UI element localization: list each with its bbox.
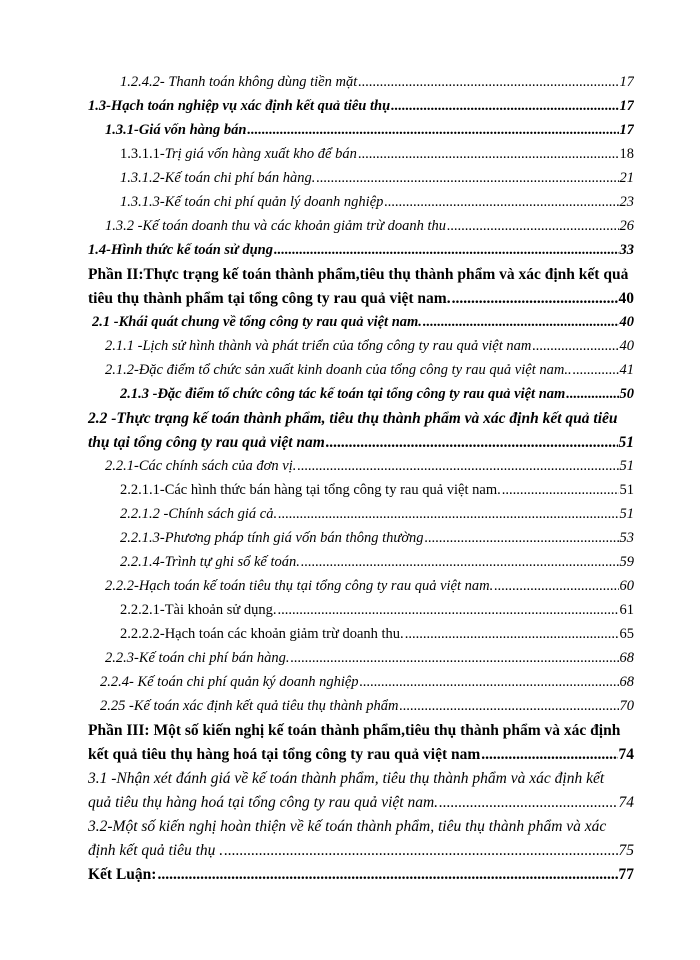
dot-leader: [247, 122, 618, 139]
toc-entry-title: Kết Luận:: [88, 866, 157, 883]
toc-entry[interactable]: [120, 506, 634, 528]
toc-entry-title: định kết quả tiêu thụ .: [88, 842, 224, 859]
toc-entry-title: 1.2.4.2- Thanh toán không dùng tiền mặt: [120, 74, 358, 90]
toc-entry[interactable]: [120, 146, 634, 168]
toc-entry-title: 2.2.1.2 -Chính sách giá cả.: [120, 506, 278, 522]
dot-leader: [573, 362, 619, 379]
dot-leader: [301, 554, 619, 571]
toc-entry-title: thụ tại tổng công ty rau quả việt nam: [88, 434, 325, 451]
toc-page-number: 40: [619, 314, 634, 330]
toc-entry-title: 1.3.1.2-Kế toán chi phí bán hàng.: [120, 170, 316, 186]
dot-leader: [360, 674, 619, 691]
toc-entry[interactable]: [120, 74, 634, 96]
toc-entry-title: 2.2.1.3-Phương pháp tính giá vốn bán thông thường: [120, 530, 424, 546]
dot-leader: [326, 434, 618, 452]
toc-entry[interactable]: [88, 842, 634, 864]
toc-page-number: 21: [619, 170, 634, 186]
toc-entry[interactable]: [92, 314, 634, 336]
toc-entry[interactable]: [120, 170, 634, 192]
toc-entry[interactable]: [88, 866, 634, 888]
toc-entry[interactable]: [105, 122, 634, 144]
toc-page-number: 23: [619, 194, 634, 210]
toc-page-number: 77: [618, 866, 634, 883]
toc-entry-title: 2.1.3 -Đặc điểm tổ chức công tác kế toán tại tổng công ty rau quả việt nam: [120, 386, 566, 402]
toc-entry[interactable]: [105, 218, 634, 240]
toc-page-number: 41: [619, 362, 634, 378]
toc-entry[interactable]: [120, 530, 634, 552]
toc-entry[interactable]: [120, 194, 634, 216]
toc-entry-title: 2.2.1.1-Các hình thức bán hàng tại tổng công ty rau quả việt nam.: [120, 482, 501, 498]
toc-entry[interactable]: [100, 674, 634, 696]
toc-entry[interactable]: [100, 698, 634, 720]
toc-page-number: 75: [618, 842, 634, 859]
toc-entry-title: 2.2.2.1-Tài khoản sử dụng.: [120, 602, 277, 618]
toc-entry-title: quả tiêu thụ hàng hoá tại tổng công ty rau quả việt nam.: [88, 794, 439, 811]
toc-entry-title: 2.2.1.4-Trình tự ghi sổ kế toán.: [120, 554, 300, 570]
toc-entry[interactable]: [120, 626, 634, 648]
toc-entry-title: 2.25 -Kế toán xác định kết quả tiêu thụ thành phẩm: [100, 698, 399, 714]
toc-page-number: 65: [619, 626, 634, 642]
dot-leader: [502, 482, 619, 499]
toc-page-number: 26: [619, 218, 634, 234]
dot-leader: [494, 578, 618, 595]
toc-entry-title: 2.2.4- Kế toán chi phí quản ký doanh nghiệp: [100, 674, 359, 690]
toc-page-number: 68: [619, 650, 634, 666]
dot-leader: [452, 290, 618, 308]
toc-page-number: 51: [619, 482, 634, 498]
toc-entry[interactable]: [88, 98, 634, 120]
toc-page-number: 18: [619, 146, 634, 162]
toc-entry-title-line1[interactable]: Phần III: Một số kiến nghị kế toán thành phẩm,tiêu thụ thành phẩm và xác định: [88, 722, 621, 739]
dot-leader: [274, 242, 619, 259]
toc-entry[interactable]: [88, 434, 634, 456]
toc-page-number: 17: [619, 74, 634, 90]
toc-page-number: 17: [619, 122, 634, 138]
toc-entry-title: kết quả tiêu thụ hàng hoá tại tổng công ty rau quả việt nam: [88, 746, 481, 763]
dot-leader: [425, 530, 619, 547]
dot-leader: [290, 650, 618, 667]
dot-leader: [384, 194, 618, 211]
toc-entry-title: 2.2.2.2-Hạch toán các khoản giảm trừ doanh thu.: [120, 626, 404, 642]
dot-leader: [423, 314, 619, 331]
toc-page-number: 68: [619, 674, 634, 690]
toc-entry-title-line1[interactable]: Phần II:Thực trạng kế toán thành phẩm,tiêu thụ thành phẩm và xác định kết quả: [88, 266, 629, 283]
toc-page-number: 59: [619, 554, 634, 570]
toc-entry[interactable]: [105, 338, 634, 360]
toc-entry-number: 1.3.1.1-: [120, 146, 165, 162]
dot-leader: [399, 698, 618, 715]
toc-page-number: 74: [618, 794, 634, 811]
dot-leader: [297, 458, 618, 475]
toc-entry-title: 2.2.1-Các chính sách của đơn vị.: [105, 458, 297, 474]
toc-entry-title: 1.4-Hình thức kế toán sử dụng: [88, 242, 273, 258]
toc-entry-title: Trị giá vốn hàng xuất kho để bán: [164, 146, 357, 162]
toc-entry-title: 2.1 -Khái quát chung về tổng công ty rau quả việt nam.: [92, 314, 422, 330]
toc-page-number: 61: [619, 602, 634, 618]
toc-entry-title: 2.1.1 -Lịch sử hình thành và phát triển của tổng công ty rau quả việt nam: [105, 338, 532, 354]
toc-entry-title: 1.3.1-Giá vốn hàng bán: [105, 122, 247, 138]
toc-page-number: 70: [619, 698, 634, 714]
toc-page-number: 51: [619, 506, 634, 522]
toc-entry[interactable]: [120, 482, 634, 504]
toc-page-number: 51: [618, 434, 634, 451]
toc-page-number: 60: [619, 578, 634, 594]
toc-entry[interactable]: [105, 578, 634, 600]
toc-page-number: 50: [619, 386, 634, 402]
toc-entry-title: 2.2.2-Hạch toán kế toán tiêu thụ tại tổng công ty rau quả việt nam.: [105, 578, 494, 594]
toc-page-number: 33: [619, 242, 634, 258]
toc-entry[interactable]: [88, 794, 634, 816]
dot-leader: [157, 866, 617, 884]
toc-entry[interactable]: [120, 386, 634, 408]
dot-leader: [358, 74, 618, 91]
dot-leader: [566, 386, 618, 403]
dot-leader: [481, 746, 617, 764]
toc-page-number: 17: [619, 98, 634, 114]
toc-entry-title: 1.3-Hạch toán nghiệp vụ xác định kết quả tiêu thụ: [88, 98, 391, 114]
dot-leader: [278, 506, 618, 523]
toc-entry-title: 1.3.1.3-Kế toán chi phí quản lý doanh nghiệp: [120, 194, 384, 210]
toc-entry[interactable]: [105, 650, 634, 672]
dot-leader: [358, 146, 619, 163]
dot-leader: [439, 794, 617, 812]
dot-leader: [405, 626, 619, 643]
toc-entry[interactable]: [105, 458, 634, 480]
toc-page-number: 74: [618, 746, 634, 763]
toc-entry-title: 2.2.3-Kế toán chi phí bán hàng.: [105, 650, 290, 666]
dot-leader: [224, 842, 617, 860]
toc-page-number: 40: [618, 290, 634, 307]
toc-entry[interactable]: [120, 554, 634, 576]
dot-leader: [277, 602, 618, 619]
toc-entry-title: 2.1.2-Đặc điểm tổ chức sản xuất kinh doanh của tổng công ty rau quả việt nam..: [105, 362, 572, 378]
dot-leader: [316, 170, 618, 187]
toc-entry[interactable]: [88, 746, 634, 768]
toc-page-number: 40: [619, 338, 634, 354]
toc-entry[interactable]: [105, 362, 634, 384]
toc-entry-title-line1[interactable]: 2.2 -Thực trạng kế toán thành phẩm, tiêu thụ thành phẩm và xác định kết quả tiêu: [88, 410, 618, 427]
dot-leader: [391, 98, 618, 115]
toc-entry[interactable]: [120, 602, 634, 624]
toc-entry[interactable]: [88, 242, 634, 264]
dot-leader: [447, 218, 619, 235]
dot-leader: [532, 338, 618, 355]
toc-entry-title-line1[interactable]: 3.1 -Nhận xét đánh giá về kế toán thành phẩm, tiêu thụ thành phẩm và xác định kết: [88, 770, 605, 787]
toc-entry[interactable]: [88, 290, 634, 312]
toc-entry-title: 1.3.2 -Kế toán doanh thu và các khoản giảm trừ doanh thu: [105, 218, 446, 234]
toc-entry-title: tiêu thụ thành phẩm tại tổng công ty rau quả việt nam.: [88, 290, 451, 307]
toc-page-number: 51: [619, 458, 634, 474]
toc-page-number: 53: [619, 530, 634, 546]
toc-entry-title-line1[interactable]: 3.2-Một số kiến nghị hoàn thiện về kế toán thành phẩm, tiêu thụ thành phẩm và xác: [88, 818, 607, 835]
